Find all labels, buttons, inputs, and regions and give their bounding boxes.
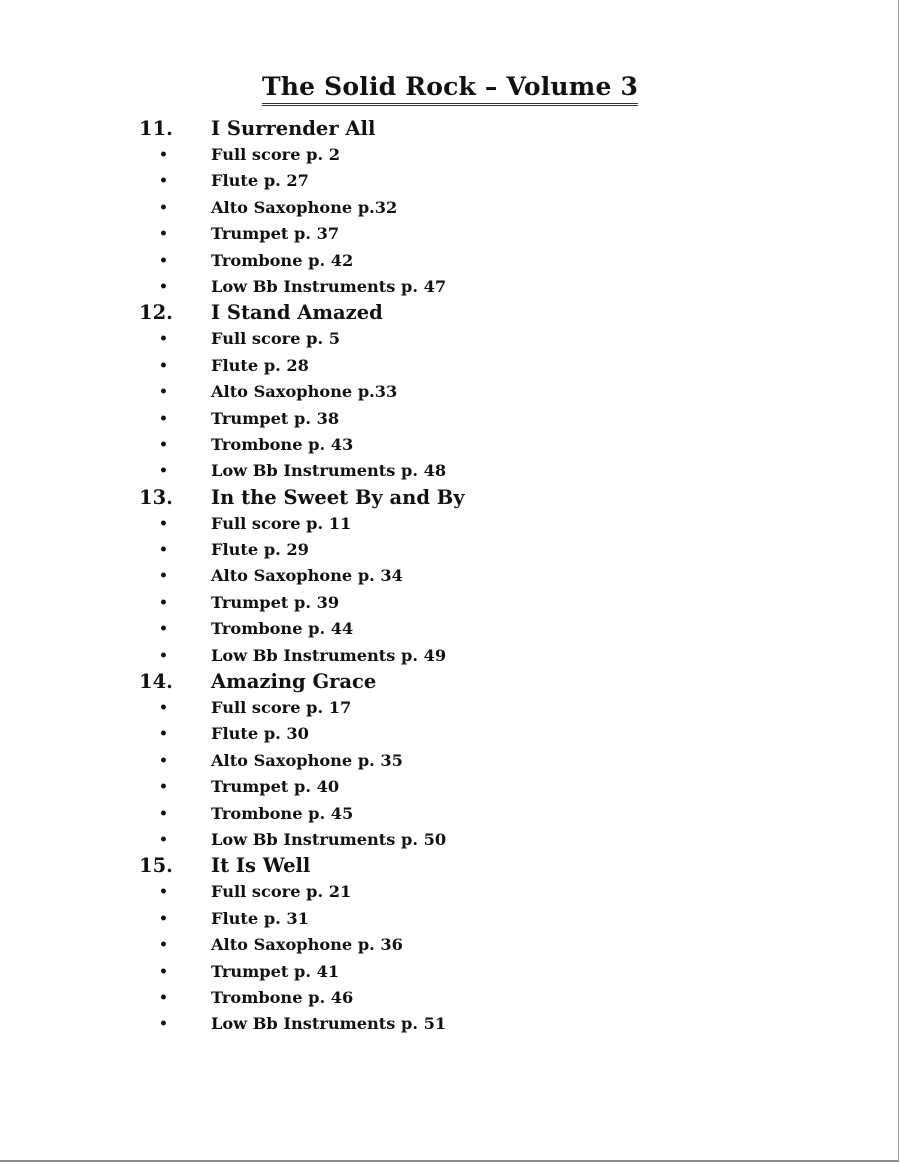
parts-list: [139, 879, 779, 1037]
part-entry: Low Bb Instruments p. 47: [211, 276, 447, 296]
song-section: [139, 485, 779, 669]
bullet-icon: •: [159, 726, 168, 743]
part-entry: Alto Saxophone p. 34: [211, 566, 403, 586]
part-entry: Full score p. 2: [211, 145, 340, 164]
part-entry: Flute p. 29: [211, 540, 309, 560]
parts-list: [139, 326, 779, 484]
part-list-item: [139, 748, 779, 774]
bullet-icon: •: [159, 147, 168, 163]
part-list-item: [139, 326, 779, 352]
parts-list: [139, 511, 779, 669]
bullet-icon: •: [159, 805, 168, 822]
song-title: I Surrender All: [211, 117, 376, 140]
bullet-icon: •: [159, 963, 168, 980]
part-list-item: [139, 801, 779, 827]
parts-list: [139, 695, 779, 853]
part-list-item: [139, 406, 779, 432]
song-section: [139, 300, 779, 484]
song-number: 12.: [139, 301, 173, 325]
song-heading: [139, 485, 779, 511]
part-list-item: [139, 432, 779, 458]
part-list-item: [139, 221, 779, 247]
part-list-item: [139, 959, 779, 985]
part-entry: Low Bb Instruments p. 48: [211, 461, 447, 481]
bullet-icon: •: [159, 331, 168, 348]
part-list-item: [139, 458, 779, 484]
part-list-item: [139, 879, 779, 905]
bullet-icon: •: [159, 779, 168, 796]
song-title: Amazing Grace: [211, 670, 377, 694]
part-entry: Low Bb Instruments p. 50: [211, 829, 447, 849]
part-entry: Full score p. 5: [211, 329, 340, 349]
bullet-icon: •: [159, 384, 168, 401]
bullet-icon: •: [159, 252, 168, 269]
part-list-item: [139, 274, 779, 300]
bullet-icon: •: [159, 752, 168, 769]
bullet-icon: •: [159, 989, 168, 1006]
part-entry: Trombone p. 46: [211, 987, 354, 1007]
part-entry: Trumpet p. 40: [211, 777, 340, 797]
bullet-icon: •: [159, 436, 168, 453]
part-entry: Full score p. 17: [211, 698, 352, 718]
bullet-icon: •: [159, 700, 168, 717]
part-list-item: [139, 616, 779, 642]
part-entry: Alto Saxophone p.32: [211, 197, 398, 217]
part-list-item: [139, 511, 779, 537]
part-entry: Trumpet p. 41: [211, 961, 340, 981]
bullet-icon: •: [159, 226, 168, 243]
bullet-icon: •: [159, 937, 168, 954]
part-list-item: [139, 563, 779, 589]
part-entry: Trumpet p. 39: [211, 592, 340, 612]
part-entry: Full score p. 21: [211, 882, 352, 902]
bullet-icon: •: [159, 515, 168, 532]
document-title-text: The Solid Rock – Volume 3: [262, 72, 638, 106]
part-list-item: [139, 643, 779, 669]
part-entry: Flute p. 31: [211, 908, 309, 928]
bullet-icon: •: [159, 278, 168, 295]
part-list-item: [139, 774, 779, 800]
table-of-contents: [139, 116, 779, 1038]
song-title: I Stand Amazed: [211, 301, 383, 325]
part-list-item: [139, 168, 779, 194]
part-entry: Flute p. 30: [211, 724, 309, 744]
part-list-item: [139, 721, 779, 747]
song-heading: [139, 116, 779, 142]
part-list-item: [139, 695, 779, 721]
part-list-item: [139, 985, 779, 1011]
part-list-item: [139, 379, 779, 405]
bullet-icon: •: [159, 647, 168, 664]
song-number: 15.: [139, 854, 173, 878]
bullet-icon: •: [159, 568, 168, 585]
part-entry: Flute p. 28: [211, 355, 309, 375]
part-entry: Alto Saxophone p. 36: [211, 935, 403, 955]
bullet-icon: •: [159, 199, 168, 216]
part-entry: Full score p. 11: [211, 513, 352, 533]
part-entry: Low Bb Instruments p. 49: [211, 645, 447, 665]
part-list-item: [139, 353, 779, 379]
bullet-icon: •: [159, 542, 168, 559]
song-heading: [139, 300, 779, 326]
part-list-item: [139, 932, 779, 958]
part-entry: Trumpet p. 38: [211, 408, 340, 428]
bullet-icon: •: [159, 831, 168, 848]
part-list-item: [139, 590, 779, 616]
bullet-icon: •: [159, 910, 168, 927]
part-entry: Alto Saxophone p.33: [211, 382, 398, 402]
bullet-icon: •: [159, 357, 168, 374]
part-list-item: [139, 248, 779, 274]
part-entry: Flute p. 27: [211, 171, 309, 191]
song-number: 13.: [139, 485, 173, 509]
song-title: In the Sweet By and By: [211, 485, 465, 509]
part-entry: Alto Saxophone p. 35: [211, 750, 403, 770]
song-section: [139, 116, 779, 300]
bullet-icon: •: [159, 410, 168, 427]
song-title: It Is Well: [211, 854, 311, 878]
part-list-item: [139, 537, 779, 563]
part-entry: Trombone p. 45: [211, 803, 354, 823]
bullet-icon: •: [159, 621, 168, 638]
document-title: [0, 72, 900, 106]
part-list-item: [139, 142, 779, 168]
song-heading: [139, 853, 779, 879]
part-entry: Trombone p. 43: [211, 434, 354, 454]
song-section: [139, 853, 779, 1037]
bullet-icon: •: [159, 173, 168, 190]
part-entry: Trumpet p. 37: [211, 224, 340, 244]
part-list-item: [139, 827, 779, 853]
parts-list: [139, 142, 779, 300]
part-entry: Trombone p. 42: [211, 250, 354, 270]
part-entry: Low Bb Instruments p. 51: [211, 1014, 447, 1034]
bullet-icon: •: [159, 1016, 168, 1033]
song-number: 11.: [139, 117, 173, 140]
song-section: [139, 669, 779, 853]
song-number: 14.: [139, 670, 173, 694]
bullet-icon: •: [159, 594, 168, 611]
bullet-icon: •: [159, 463, 168, 480]
part-list-item: [139, 906, 779, 932]
part-entry: Trombone p. 44: [211, 619, 354, 639]
bullet-icon: •: [159, 884, 168, 901]
part-list-item: [139, 1011, 779, 1037]
song-heading: [139, 669, 779, 695]
part-list-item: [139, 195, 779, 221]
